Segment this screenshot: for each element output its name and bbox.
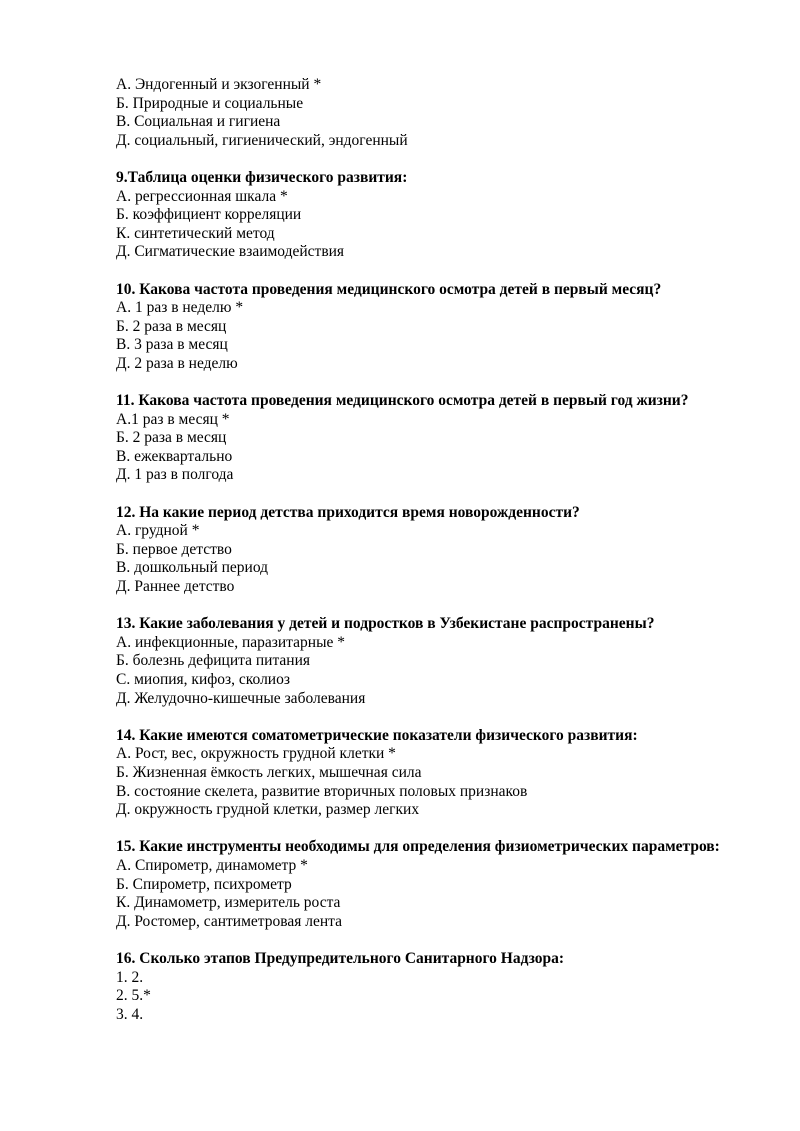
document-page xyxy=(0,76,800,1043)
answer-option: А. Эндогенный и экзогенный * xyxy=(116,76,322,93)
answer-option: В. состояние скелета, развитие вторичных половых признаков xyxy=(116,782,528,800)
question-block-11 xyxy=(0,392,800,485)
answer-option: К. Динамометр, измеритель роста xyxy=(116,894,341,912)
question-block-10 xyxy=(0,281,800,374)
answer-option: А. инфекционные, паразитарные * xyxy=(116,633,345,651)
answer-option: Д. окружность грудной клетки, размер легких xyxy=(116,801,420,819)
answer-option: А. грудной * xyxy=(116,522,200,540)
answer-option: Б. Природные и социальные xyxy=(116,94,304,112)
answer-option: Д. Раннее детство xyxy=(116,578,235,596)
answer-option: В. 3 раза в месяц xyxy=(116,336,228,354)
answer-option: А. регрессионная шкала * xyxy=(116,187,288,205)
question-block-13 xyxy=(0,615,800,708)
question-text: 9.Таблица оценки физического развития: xyxy=(116,168,408,186)
answer-option: А. Рост, вес, окружность грудной клетки * xyxy=(116,745,396,763)
answer-option: Б. коэффициент корреляции xyxy=(116,206,302,224)
answer-option: А.1 раз в месяц * xyxy=(116,410,230,428)
answer-option: Б. 2 раза в месяц xyxy=(116,317,227,335)
answer-option: В. ежеквартально xyxy=(116,447,233,465)
question-text: 14. Какие имеются соматометрические показатели физического развития: xyxy=(116,726,638,744)
question-block-15 xyxy=(0,838,800,931)
question-block-16 xyxy=(0,950,800,1024)
answer-option: В. дошкольный период xyxy=(116,559,269,577)
answer-option: 2. 5.* xyxy=(116,987,151,1005)
answer-option: С. миопия, кифоз, сколиоз xyxy=(116,671,290,688)
answer-option: Д. Сигматические взаимодействия xyxy=(116,243,345,261)
question-block-12 xyxy=(0,504,800,597)
answer-option: Б. Спирометр, психрометр xyxy=(116,875,292,893)
answer-option: К. синтетический метод xyxy=(116,224,275,242)
answer-option: Д. социальный, гигиенический, эндогенный xyxy=(116,131,408,149)
question-block-8 xyxy=(0,76,800,150)
answer-option: Б. Жизненная ёмкость легких, мышечная сила xyxy=(116,763,422,781)
answer-option: Д. Желудочно-кишечные заболевания xyxy=(116,689,366,707)
question-text: 11. Какова частота проведения медицинского осмотра детей в первый год жизни? xyxy=(116,392,689,410)
answer-option: Д. 2 раза в неделю xyxy=(116,354,238,372)
answer-option: Б. 2 раза в месяц xyxy=(116,429,227,447)
question-text: 12. На какие период детства приходится время новорожденности? xyxy=(116,503,580,521)
answer-option: Б. болезнь дефицита питания xyxy=(116,652,310,670)
answer-option: 1. 2. xyxy=(116,968,144,986)
answer-option: А. Спирометр, динамометр * xyxy=(116,856,308,874)
answer-option: Б. первое детство xyxy=(116,540,232,558)
answer-option: А. 1 раз в неделю * xyxy=(116,299,244,317)
question-block-9 xyxy=(0,169,800,262)
question-text: 10. Какова частота проведения медицинского осмотра детей в первый месяц? xyxy=(116,280,662,298)
question-text: 13. Какие заболевания у детей и подростков в Узбекистане распространены? xyxy=(116,615,655,633)
question-text: 15. Какие инструменты необходимы для определения физиометрических параметров: xyxy=(116,838,720,856)
question-text: 16. Сколько этапов Предупредительного Санитарного Надзора: xyxy=(116,949,565,967)
answer-option: Д. 1 раз в полгода xyxy=(116,466,234,484)
answer-option: Д. Ростомер, сантиметровая лента xyxy=(116,912,342,930)
question-block-14 xyxy=(0,727,800,820)
answer-option: В. Социальная и гигиена xyxy=(116,113,281,131)
answer-option: 3. 4. xyxy=(116,1005,144,1023)
